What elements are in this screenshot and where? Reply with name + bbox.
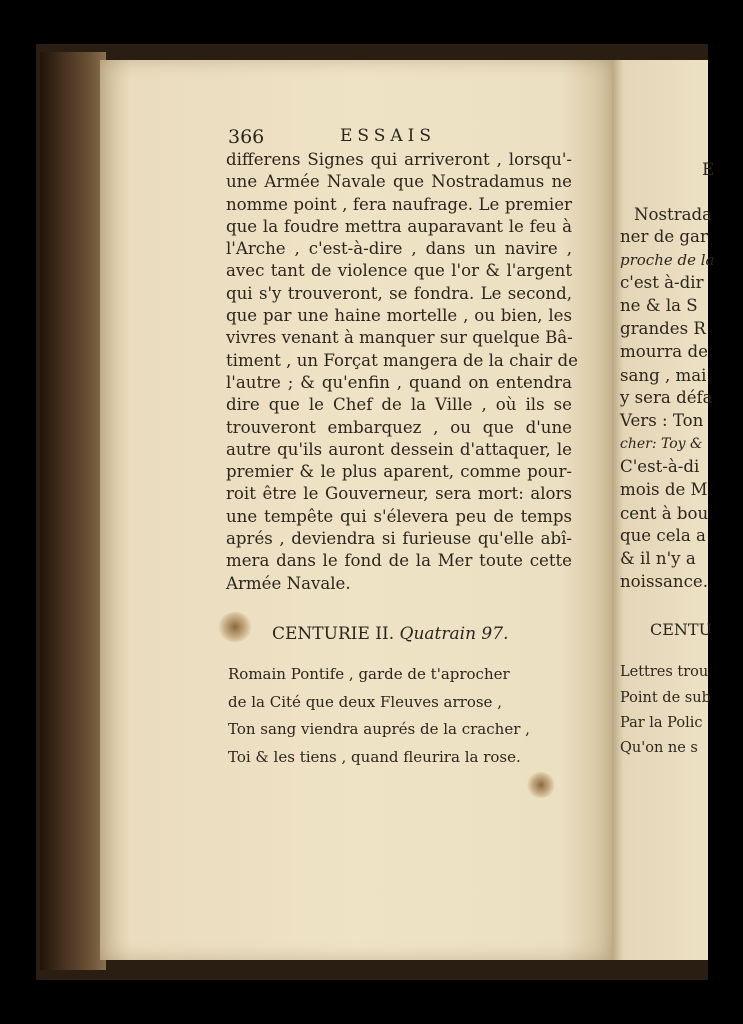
verse-line: Romain Pontife , garde de t'aprocher — [228, 665, 510, 683]
verse-fragment: Point de sub — [620, 690, 711, 706]
text-line: timent , un Forçat mangera de la chair de — [226, 350, 578, 370]
text-line: & il n'y a — [620, 549, 696, 568]
text-line: l'Arche , c'est-à-dire , dans un navire , — [226, 239, 572, 259]
text-line: roit être le Gouverneur, sera mort: alors — [226, 484, 572, 504]
verse-line: Toi & les tiens , quand fleurira la rose. — [228, 747, 521, 766]
text-line: vivres venant à manquer sur quelque Bâ- — [226, 328, 573, 348]
quatrain-verses — [228, 661, 530, 771]
text-line: dire que le Chef de la Ville , où ils se — [226, 395, 572, 415]
text-line: une tempête qui s'élevera peu de temps — [226, 506, 572, 526]
text-line: noissance. — [620, 572, 708, 591]
section-heading — [272, 624, 508, 644]
text-line: qui s'y trouveront, se fondra. Le second, — [226, 283, 572, 303]
text-line: aprés , deviendra si furieuse qu'elle abî- — [226, 529, 572, 549]
text-line: que la foudre mettra auparavant le feu à — [226, 216, 572, 236]
text-line: avec tant de violence que l'or & l'argent — [226, 261, 572, 281]
text-line: cent à bou — [620, 504, 709, 523]
text-line: que cela a — [620, 526, 706, 545]
running-head: ESSAIS — [340, 126, 437, 146]
paragraph — [226, 149, 578, 595]
text-line: mourra de — [620, 342, 708, 361]
book-spine — [40, 52, 106, 970]
text-line: grandes R — [620, 319, 706, 338]
page-header — [228, 126, 568, 148]
verse-fragment: Lettres trou — [620, 664, 709, 680]
text-line: c'est à-dir — [620, 273, 704, 292]
section-heading-fragment: CENTU — [650, 620, 713, 639]
text-line: mois de M — [620, 480, 708, 499]
text-line: y sera défa — [620, 388, 713, 407]
right-page — [612, 60, 715, 960]
verse-line: Ton sang viendra auprés de la cracher , — [228, 720, 530, 738]
verse-fragment: Qu'on ne s — [620, 740, 698, 756]
running-head-fragment: E — [702, 160, 715, 180]
verse-line: de la Cité que deux Fleuves arrose , — [228, 692, 502, 711]
text-line: proche de la — [620, 251, 715, 269]
text-line: une Armée Navale que Nostradamus ne — [226, 172, 572, 192]
text-line: ne & la S — [620, 296, 698, 315]
stain-spot — [527, 772, 555, 798]
text-line: C'est-à-di — [620, 457, 700, 476]
text-line: cher: Toy & — [620, 436, 703, 452]
text-line: Vers : Ton — [620, 411, 704, 430]
page-number: 366 — [228, 126, 265, 148]
text-line: nomme point , fera naufrage. Le premier — [226, 194, 572, 214]
text-line: mera dans le fond de la Mer toute cette — [226, 551, 572, 571]
text-line: autre qu'ils auront dessein d'attaquer, le — [226, 439, 572, 459]
section-heading-quatrain: Quatrain 97. — [399, 624, 509, 644]
verse-fragment: Par la Polic — [620, 715, 703, 731]
text-line: sang , mai — [620, 366, 707, 385]
text-line: premier & le plus aparent, comme pour- — [226, 462, 572, 482]
text-line: Armée Navale. — [226, 573, 351, 593]
text-line: Nostrada — [634, 205, 713, 224]
text-line: que par une haine mortelle , ou bien, les — [226, 306, 572, 326]
text-line: ner de gar — [620, 227, 708, 246]
text-line: trouveront embarquez , ou que d'une — [226, 417, 572, 437]
stain-spot — [218, 612, 252, 642]
text-line: differens Signes qui arriveront , lorsqu'- — [226, 150, 572, 169]
section-heading-prefix: CENTURIE II. — [272, 624, 400, 644]
text-line: l'autre ; & qu'enfin , quand on entendra — [226, 372, 572, 392]
